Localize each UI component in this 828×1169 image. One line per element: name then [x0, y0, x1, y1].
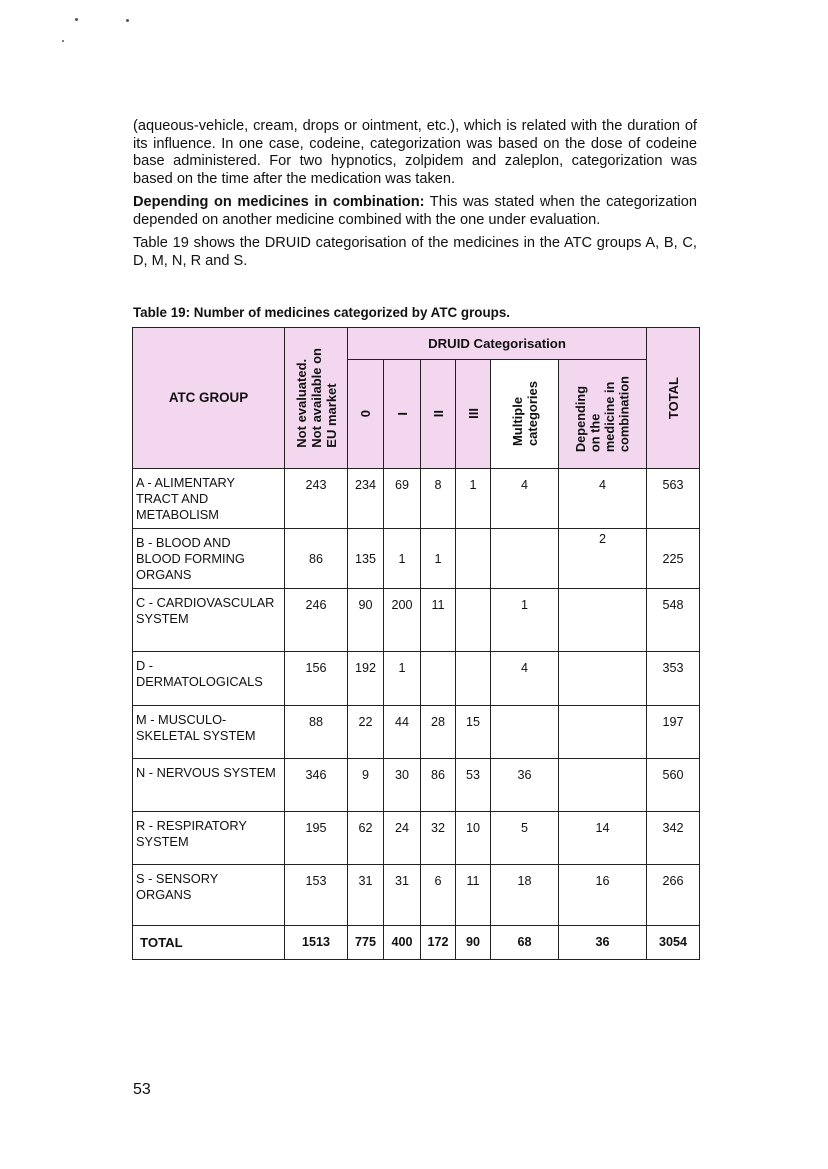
depending-header: [559, 360, 647, 468]
multiple-label-2: categories: [524, 381, 540, 447]
total-row: [133, 925, 700, 959]
cat-0-cell: 90: [348, 589, 384, 651]
not-evaluated-cell: 246: [285, 589, 348, 651]
combination-text: This was stated when the categorization depended on another medicine combined with the one under evaluation.: [133, 194, 698, 228]
not-available-label-1: Not available on: [308, 347, 324, 448]
cat-1-header: [384, 360, 421, 468]
table-row: [133, 812, 700, 865]
multiple-cell: 18: [491, 865, 559, 925]
total-header: [647, 328, 700, 469]
depending-cell: [559, 651, 647, 705]
depending-label-1: Depending: [572, 385, 588, 452]
cat-3-header: [456, 360, 491, 468]
body-text: [133, 118, 697, 276]
total-header-label: TOTAL: [665, 376, 681, 419]
cat-1-label: I: [394, 412, 410, 416]
multiple-cell: 4: [491, 468, 559, 528]
row-group: S - SENSORY ORGANS: [133, 865, 285, 925]
row-group: C - CARDIOVASCULAR SYSTEM: [133, 589, 285, 651]
multiple-cell: 1: [491, 589, 559, 651]
total-cat-0-cell: 775: [348, 925, 384, 959]
depending-cell: 14: [559, 812, 647, 865]
multiple-cell: [491, 705, 559, 758]
total-depending-cell: 36: [559, 925, 647, 959]
druid-categorisation-header: DRUID Categorisation: [348, 328, 647, 360]
cat-1-cell: 1: [384, 528, 421, 588]
not-evaluated-cell: 88: [285, 705, 348, 758]
cat-2-cell: 1: [421, 528, 456, 588]
row-group: D - DERMATOLOGICALS: [133, 651, 285, 705]
total-row-label: TOTAL: [133, 925, 285, 959]
total-multiple-cell: 68: [491, 925, 559, 959]
cat-2-cell: 86: [421, 759, 456, 812]
total-cell: 225: [647, 528, 700, 588]
cat-1-cell: 1: [384, 651, 421, 705]
cat-0-header: [348, 360, 384, 468]
depending-label-4: combination: [616, 375, 631, 452]
total-cell: 342: [647, 812, 700, 865]
cat-1-cell: 31: [384, 865, 421, 925]
depending-label-3: medicine in: [601, 381, 617, 452]
combination-paragraph: [133, 194, 697, 229]
cat-3-cell: [456, 589, 491, 651]
not-available-label-2: EU market: [323, 383, 339, 448]
cat-2-header: [421, 360, 456, 468]
intro-paragraph: (aqueous-vehicle, cream, drops or ointment, etc.), which is related with the duration of its influence. In one case, codeine, categorization was based on the dose of codeine base administered. For two hypnotics, zolpidem and zaleplon, categorization was based on the time after the medication was taken.: [133, 118, 697, 187]
total-cell: 548: [647, 589, 700, 651]
cat-0-cell: 192: [348, 651, 384, 705]
cat-1-cell: 69: [384, 468, 421, 528]
cat-3-cell: [456, 651, 491, 705]
cat-1-cell: 44: [384, 705, 421, 758]
cat-2-cell: 28: [421, 705, 456, 758]
not-evaluated-cell: 153: [285, 865, 348, 925]
depending-label-2: on the: [587, 413, 602, 452]
multiple-cell: 4: [491, 651, 559, 705]
cat-2-cell: 32: [421, 812, 456, 865]
cat-1-cell: 200: [384, 589, 421, 651]
table-caption: Table 19: Number of medicines categorized by ATC groups.: [133, 305, 510, 320]
cat-0-cell: 135: [348, 528, 384, 588]
row-group: A - ALIMENTARY TRACT AND METABOLISM: [133, 468, 285, 528]
cat-0-cell: 62: [348, 812, 384, 865]
depending-cell: 2: [559, 528, 647, 588]
not-evaluated-cell: 86: [285, 528, 348, 588]
combination-heading: Depending on medicines in combination:: [133, 194, 425, 210]
atc-categorisation-table: [132, 327, 700, 960]
depending-cell: 16: [559, 865, 647, 925]
row-group: B - BLOOD AND BLOOD FORMING ORGANS: [133, 528, 285, 588]
multiple-cell: [491, 528, 559, 588]
atc-group-header: ATC GROUP: [133, 328, 285, 469]
row-group: R - RESPIRATORY SYSTEM: [133, 812, 285, 865]
table-row: [133, 589, 700, 651]
total-cell: 563: [647, 468, 700, 528]
multiple-cell: 5: [491, 812, 559, 865]
not-evaluated-cell: 156: [285, 651, 348, 705]
total-not-evaluated-cell: 1513: [285, 925, 348, 959]
not-evaluated-cell: 195: [285, 812, 348, 865]
multiple-label-1: Multiple: [509, 397, 525, 447]
cat-3-cell: [456, 528, 491, 588]
depending-cell: [559, 759, 647, 812]
total-cat-1-cell: 400: [384, 925, 421, 959]
table-row: [133, 468, 700, 528]
total-cat-2-cell: 172: [421, 925, 456, 959]
cat-1-cell: 24: [384, 812, 421, 865]
scan-speck: [126, 19, 129, 22]
grand-total-cell: 3054: [647, 925, 700, 959]
cat-0-cell: 234: [348, 468, 384, 528]
cat-2-cell: 11: [421, 589, 456, 651]
not-evaluated-header: [285, 328, 348, 469]
cat-3-label: III: [465, 408, 481, 420]
cat-3-cell: 53: [456, 759, 491, 812]
cat-0-cell: 9: [348, 759, 384, 812]
row-group: N - NERVOUS SYSTEM: [133, 759, 285, 812]
table-row: [133, 528, 700, 588]
cat-0-cell: 22: [348, 705, 384, 758]
cat-2-cell: [421, 651, 456, 705]
multiple-categories-header: [491, 360, 559, 468]
table-row: [133, 759, 700, 812]
multiple-cell: 36: [491, 759, 559, 812]
depending-cell: 4: [559, 468, 647, 528]
table-row: [133, 705, 700, 758]
cat-2-cell: 6: [421, 865, 456, 925]
total-cell: 560: [647, 759, 700, 812]
depending-cell: [559, 589, 647, 651]
cat-3-cell: 1: [456, 468, 491, 528]
cat-0-label: 0: [358, 410, 373, 418]
cat-2-label: II: [430, 410, 446, 418]
scan-speck: [62, 40, 64, 42]
row-group: M - MUSCULO-SKELETAL SYSTEM: [133, 705, 285, 758]
cat-3-cell: 15: [456, 705, 491, 758]
page-number: 53: [133, 1081, 151, 1098]
depending-cell: [559, 705, 647, 758]
cat-0-cell: 31: [348, 865, 384, 925]
table-row: [133, 651, 700, 705]
not-evaluated-cell: 243: [285, 468, 348, 528]
total-cell: 266: [647, 865, 700, 925]
cat-3-cell: 10: [456, 812, 491, 865]
table-intro-paragraph: Table 19 shows the DRUID categorisation of the medicines in the ATC groups A, B, C, D, M, N, R and S.: [133, 235, 697, 269]
not-evaluated-cell: 346: [285, 759, 348, 812]
total-cell: 353: [647, 651, 700, 705]
total-cat-3-cell: 90: [456, 925, 491, 959]
table-row: [133, 865, 700, 925]
cat-1-cell: 30: [384, 759, 421, 812]
cat-2-cell: 8: [421, 468, 456, 528]
not-evaluated-label: Not evaluated.: [293, 358, 309, 448]
scan-speck: [75, 18, 78, 21]
total-cell: 197: [647, 705, 700, 758]
cat-3-cell: 11: [456, 865, 491, 925]
